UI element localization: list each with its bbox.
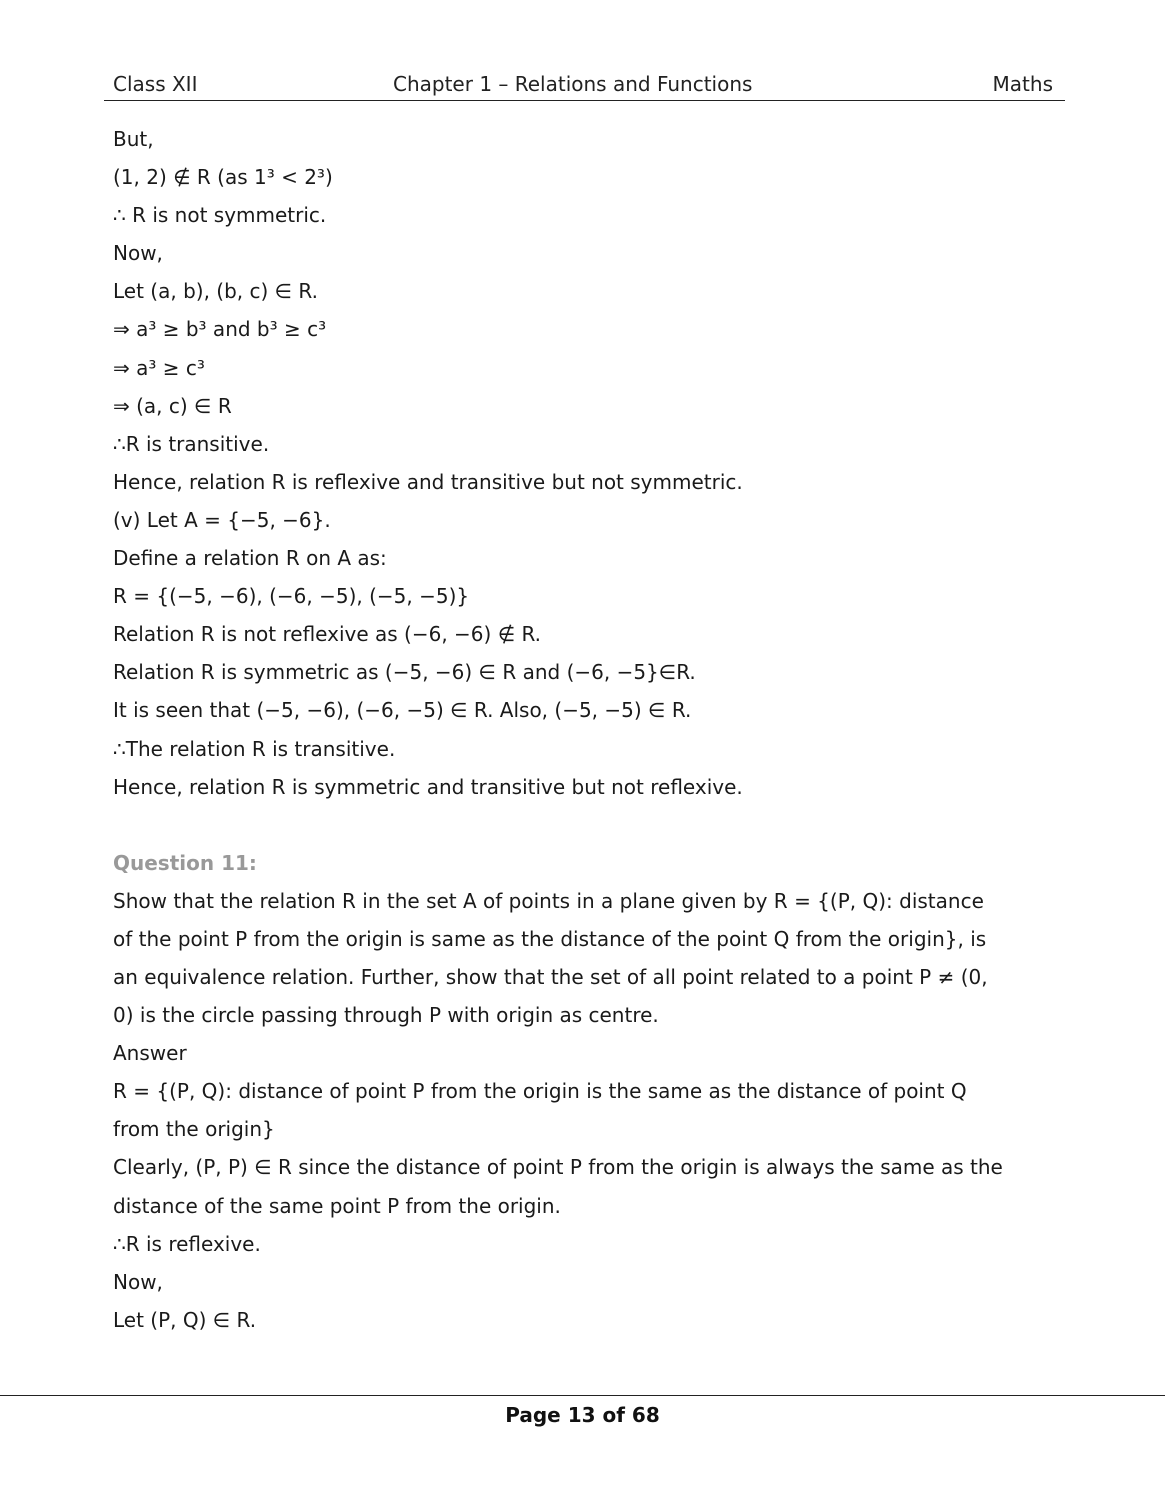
text-line: Relation R is symmetric as (−5, −6) ∈ R and (−6, −5}∈R.	[113, 660, 696, 685]
question-title: Question 11:	[113, 850, 257, 875]
text-line: (v) Let A = {−5, −6}.	[113, 507, 331, 532]
header-chapter: Chapter 1 – Relations and Functions	[393, 72, 753, 96]
question-text-line: an equivalence relation. Further, show that the set of all point related to a point P ≠ (0,	[113, 964, 988, 989]
header-class: Class XII	[113, 72, 198, 96]
text-line: ⇒ a³ ≥ c³	[113, 355, 205, 380]
page-number: Page 13 of 68	[505, 1403, 660, 1427]
text-line: But,	[113, 127, 154, 151]
answer-line: Clearly, (P, P) ∈ R since the distance of point P from the origin is always the same as the	[113, 1155, 1003, 1180]
answer-line: from the origin}	[113, 1117, 275, 1142]
text-line: Let (a, b), (b, c) ∈ R.	[113, 279, 318, 304]
text-line: ⇒ a³ ≥ b³ and b³ ≥ c³	[113, 317, 327, 342]
question-text-line: 0) is the circle passing through P with origin as centre.	[113, 1003, 659, 1028]
text-line: (1, 2) ∉ R (as 1³ < 2³)	[113, 165, 333, 190]
section-spacer	[113, 806, 1058, 844]
answer-label: Answer	[113, 1041, 187, 1066]
answer-line: R = {(P, Q): distance of point P from the origin is the same as the distance of point Q	[113, 1079, 967, 1104]
answer-line: distance of the same point P from the origin.	[113, 1193, 561, 1218]
text-line: Now,	[113, 241, 163, 266]
text-line: It is seen that (−5, −6), (−6, −5) ∈ R. Also, (−5, −5) ∈ R.	[113, 698, 692, 723]
text-line: ∴ R is not symmetric.	[113, 203, 327, 228]
page-header	[104, 70, 1065, 101]
question-block	[113, 844, 1058, 1034]
answer-line: Now,	[113, 1269, 163, 1294]
text-line: Hence, relation R is reflexive and transitive but not symmetric.	[113, 469, 743, 494]
text-line: ∴R is transitive.	[113, 431, 270, 456]
question-text-line: of the point P from the origin is same as the distance of the point Q from the origin}, is	[113, 926, 987, 951]
header-subject: Maths	[992, 72, 1053, 96]
text-line: R = {(−5, −6), (−6, −5), (−5, −5)}	[113, 584, 470, 609]
text-line: ∴The relation R is transitive.	[113, 736, 396, 761]
text-line: Relation R is not reflexive as (−6, −6) ∉ R.	[113, 622, 542, 647]
answer-block	[113, 1034, 1058, 1339]
text-line: Hence, relation R is symmetric and transitive but not reflexive.	[113, 774, 743, 799]
page-body	[113, 120, 1058, 1339]
solution-continuation	[113, 120, 1058, 806]
answer-line: Let (P, Q) ∈ R.	[113, 1307, 257, 1332]
footer-divider	[0, 1395, 1165, 1396]
text-line: Define a relation R on A as:	[113, 546, 387, 571]
text-line: ⇒ (a, c) ∈ R	[113, 393, 232, 418]
answer-line: ∴R is reflexive.	[113, 1231, 261, 1256]
question-text-line: Show that the relation R in the set A of points in a plane given by R = {(P, Q): distance	[113, 888, 984, 913]
